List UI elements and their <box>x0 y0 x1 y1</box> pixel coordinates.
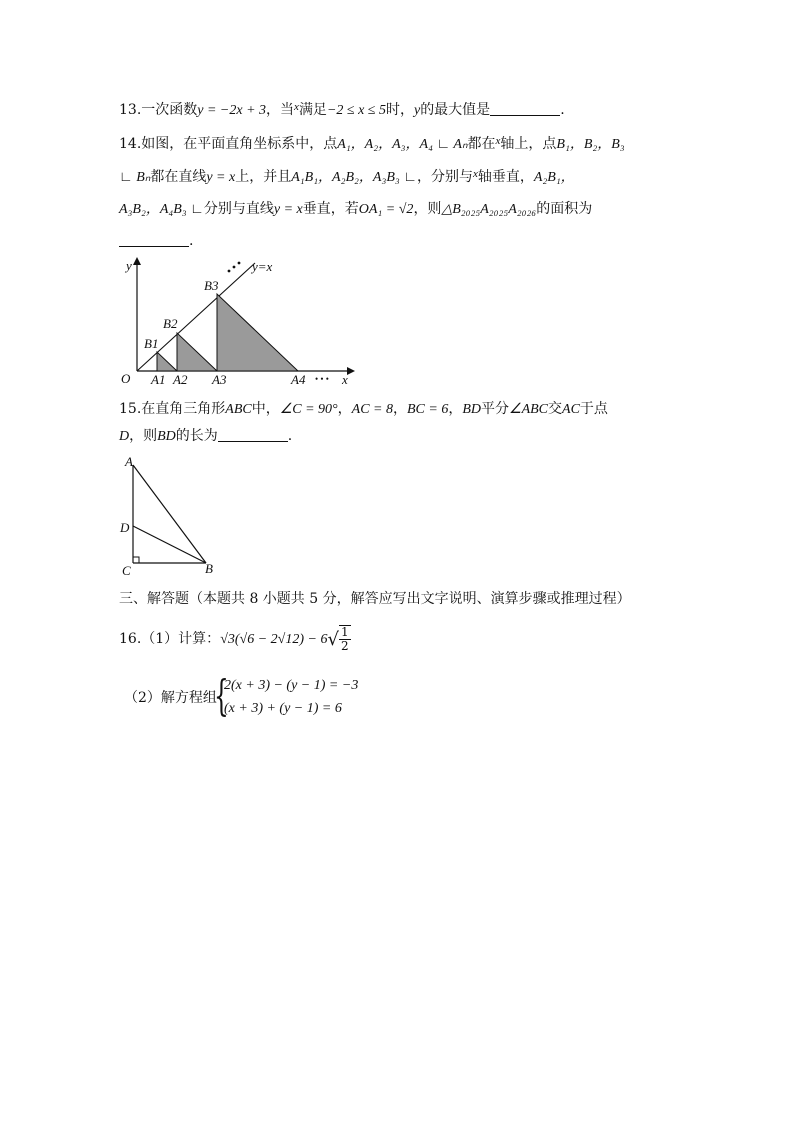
q16-equation-1: 2(x + 3) − (y − 1) = −3 <box>224 678 359 693</box>
label-b: B <box>205 561 213 576</box>
q13-text-4: 时， <box>385 102 414 118</box>
q14-line-equation-2: y = x <box>273 202 303 217</box>
question-14-line-1 <box>119 131 625 155</box>
q14-vertical-segments: A₁B₁，A₂B₂，A₃B₃ ∟ <box>291 170 417 185</box>
question-15-line-1 <box>119 399 608 420</box>
label-a2: A2 <box>173 372 188 387</box>
q15-angle-abc: ∠ABC <box>509 402 549 417</box>
shaded-triangle-1 <box>157 352 177 371</box>
q16-fraction <box>339 625 351 653</box>
q13-number: 13. <box>119 102 142 118</box>
q14-points-b: B₁，B₂，B₃ <box>556 137 625 152</box>
q15-triangle-abc: ABC <box>225 402 252 417</box>
q16-part-2-label: （2）解方程组 <box>124 690 217 706</box>
right-angle-mark <box>133 557 139 563</box>
label-d: D <box>120 520 130 535</box>
label-a: A <box>125 454 133 469</box>
q14-line-equation: y = x <box>206 170 236 185</box>
side-ab <box>133 465 206 563</box>
q13-answer-blank[interactable] <box>490 101 560 116</box>
q14-answer-blank[interactable] <box>119 232 189 247</box>
label-c: C <box>122 563 131 578</box>
q15-bc-length: BC = 6 <box>407 402 449 417</box>
q14-points-bn: ∟ Bₙ <box>119 170 151 185</box>
x-axis-arrow <box>347 367 355 375</box>
q13-text-5: 的最大值是 <box>420 102 491 118</box>
segment-bd <box>133 526 206 563</box>
q14-text-7: 轴垂直， <box>477 169 534 185</box>
q15-sep-3: ， <box>448 401 463 417</box>
label-y-axis: y <box>126 258 132 273</box>
q15-sep-1: ， <box>337 401 352 417</box>
shaded-triangle-2 <box>177 333 217 371</box>
x-axis-ellipsis: • • • <box>315 374 329 384</box>
label-b1: B1 <box>144 336 159 351</box>
q15-sep-2: ， <box>393 401 407 417</box>
q15-text-5: 于点 <box>579 401 608 417</box>
label-origin: O <box>121 371 131 386</box>
q15-text-6: ，则 <box>129 428 158 444</box>
q14-text-6: ，分别与 <box>416 169 473 185</box>
label-a3: A3 <box>212 372 227 387</box>
ellipsis-dot-3 <box>238 262 241 265</box>
ellipsis-dot-1 <box>228 270 231 273</box>
q14-text-2: 都在 <box>467 136 496 152</box>
label-x-axis: x <box>342 372 348 387</box>
q14-perpendicular-segments: A₃B₂，A₄B₃ ∟ <box>119 202 204 217</box>
q14-end: . <box>189 233 194 249</box>
q14-number: 14. <box>119 136 142 152</box>
label-a4: A4 <box>291 372 306 387</box>
sqrt-sign: √ <box>327 629 339 650</box>
question-16-part-1 <box>119 624 351 655</box>
q15-bd-2: BD <box>157 429 176 444</box>
q13-text-3: 满足 <box>298 102 327 118</box>
q14-text-8: 分别与直线 <box>203 201 274 217</box>
q13-text-1: 一次函数 <box>141 102 198 118</box>
q14-points-a: A₁，A₂，A₃，A₄ ∟ Aₙ <box>337 137 468 152</box>
q13-text-2: ，当 <box>266 102 295 118</box>
system-brace: { <box>214 671 229 720</box>
q14-text-1: 如图，在平面直角坐标系中，点 <box>141 136 338 152</box>
section-3-title: 三、解答题（本题共 8 小题共 5 分，解答应写出文字说明、演算步骤或推理过程） <box>119 591 631 607</box>
q15-bd: BD <box>462 402 482 417</box>
q15-number: 15. <box>119 401 142 417</box>
figure-14-coordinate-diagram <box>115 255 360 390</box>
q14-triangle: △B₂₀₂₅A₂₀₂₅A₂₀₂₆ <box>441 202 537 217</box>
q13-var-x: x <box>294 101 299 113</box>
q15-text-3: 平分 <box>481 401 510 417</box>
label-b2: B2 <box>163 316 178 331</box>
q15-text-1: 在直角三角形 <box>141 401 226 417</box>
q16-part-1-label: （1）计算： <box>141 631 221 647</box>
q15-point-d: D <box>119 429 130 444</box>
question-14-line-3 <box>119 199 592 220</box>
question-15-line-2 <box>119 426 292 447</box>
q14-segment-a2b1: A₂B₁， <box>533 170 575 185</box>
ellipsis-dot-2 <box>233 266 236 269</box>
label-a1: A1 <box>151 372 166 387</box>
q14-condition: OA₁ = √2 <box>358 202 414 217</box>
fraction-numerator: 1 <box>340 625 349 639</box>
q15-ac-length: AC = 8 <box>351 402 393 417</box>
q16-expression: √3(√6 − 2√12) − 6 <box>220 632 328 647</box>
q14-var-x-2: x <box>472 168 478 180</box>
q15-ac: AC <box>562 402 580 417</box>
figure-15-right-triangle <box>115 453 225 578</box>
q14-text-10: ，则 <box>413 201 442 217</box>
label-line-y-x: y=x <box>252 259 273 274</box>
q15-answer-blank[interactable] <box>218 427 288 442</box>
q14-text-11: 的面积为 <box>536 201 593 217</box>
q15-text-7: 的长为 <box>175 428 218 444</box>
q16-equation-2: (x + 3) + (y − 1) = 6 <box>224 701 342 716</box>
q14-var-x: x <box>495 135 501 147</box>
y-axis-arrow <box>133 257 141 265</box>
q14-text-4: 都在直线 <box>150 169 207 185</box>
q15-angle-c: ∠C = 90° <box>279 402 338 417</box>
question-14-line-2 <box>119 164 575 188</box>
question-14-line-4 <box>119 231 193 251</box>
label-b3: B3 <box>204 278 219 293</box>
shaded-triangle-3 <box>217 294 298 371</box>
q13-function-expression: y = −2x + 3 <box>197 103 267 118</box>
q14-text-5: 上，并且 <box>235 169 292 185</box>
q13-var-y: y <box>413 103 421 118</box>
q16-number: 16. <box>119 631 142 647</box>
q13-end: . <box>560 102 565 118</box>
q14-text-3: 轴上，点 <box>500 136 557 152</box>
q13-range: −2 ≤ x ≤ 5 <box>326 103 386 118</box>
q15-end: . <box>287 428 293 444</box>
question-13 <box>119 97 565 121</box>
q14-text-9: 垂直，若 <box>302 201 359 217</box>
q15-text-2: 中， <box>251 401 280 417</box>
fraction-denominator: 2 <box>340 639 349 653</box>
q15-text-4: 交 <box>548 401 563 417</box>
